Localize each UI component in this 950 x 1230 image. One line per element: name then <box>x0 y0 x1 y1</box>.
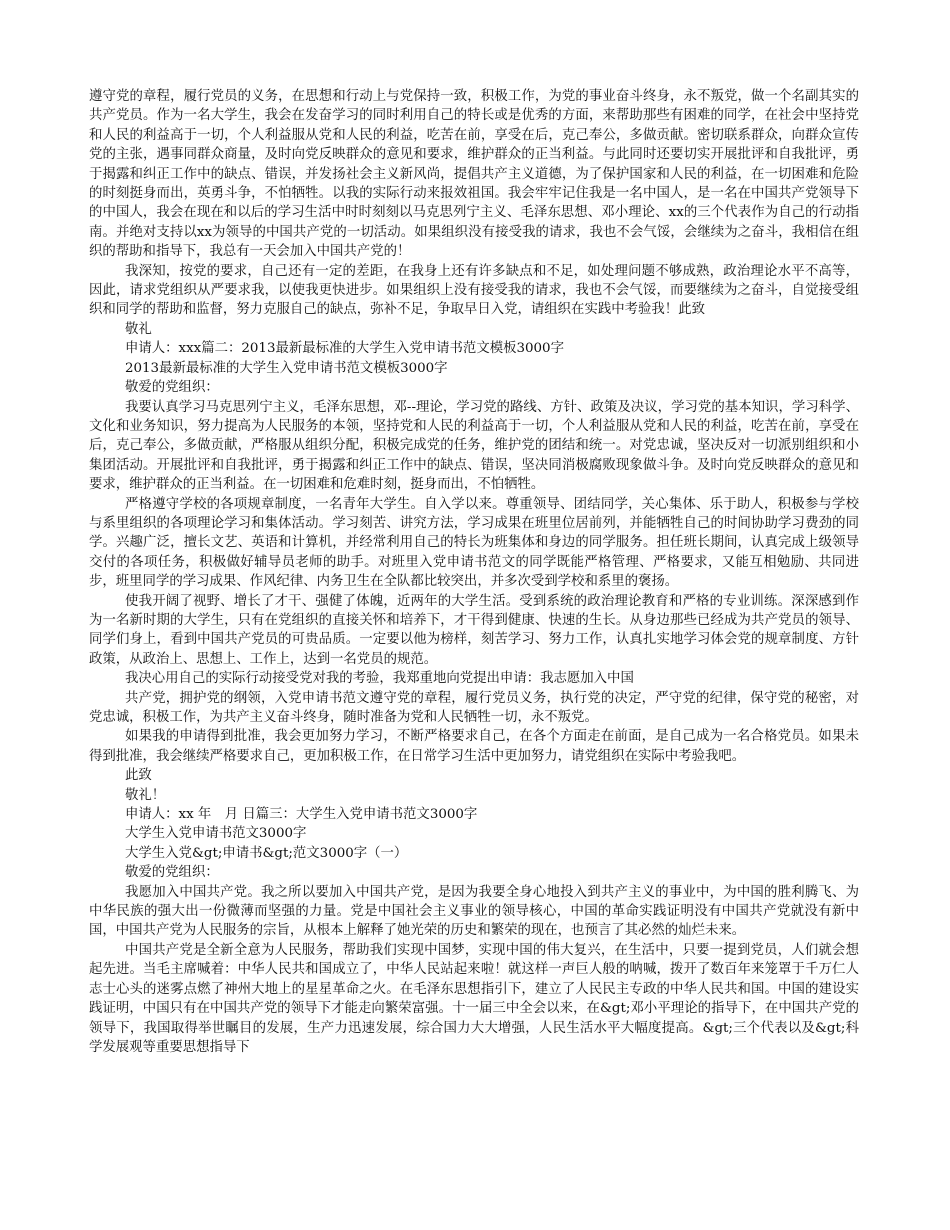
paragraph: 遵守党的章程，履行党员的义务，在思想和行动上与党保持一致，积极工作，为党的事业奋斗终身，永不叛党，做一个名副其实的共产党员。作为一名大学生，我会在发奋学习的同时利用自己的特长或是优秀的方面，来帮助那些有困难的同学，在社会中坚持党和人民的利益高于一切，个人利益服从党和人民的利益，吃苦在前，享受在后，克己奉公，多做贡献。密切联系群众，向群众宣传党的主张，遇事同群众商量，及时向党反映群众的意见和要求，维护群众的正当利益。与此同时还要切实开展批评和自我批评，勇于揭露和纠正工作中的缺点、错误，并发扬社会主义新风尚，提倡共产主义道德，为了保护国家和人民的利益，在一切困难和危险的时刻挺身而出，英勇斗争，不怕牺牲。以我的实际行动来报效祖国。我会牢牢记住我是一名中国人，是一名在中国共产党领导下的中国人，我会在现在和以后的学习生活中时时刻刻以马克思列宁主义、毛泽东思想、邓小理论、xx的三个代表作为自己的行动指南。并绝对支持以xx为领导的中国共产党的一切活动。如果组织没有接受我的请求，我也不会气馁，会继续为之奋斗，我相信在组织的帮助和指导下，我总有一天会加入中国共产党的！ <box>89 89 859 260</box>
paragraph: 申请人：xxx篇二：2013最新最标准的大学生入党申请书范文模板3000字 <box>125 341 564 357</box>
paragraph: 使我开阔了视野、增长了才干、强健了体魄，近两年的大学生活。受到系统的政治理论教育和严格的专业训练。深深感到作为一名新时期的大学生，只有在党组织的直接关怀和培养下，才干得到健康、快速的生长。从身边那些已经成为共产党员的领导、同学们身上，看到中国共产党员的可贵品质。一定要以他为榜样，刻苦学习、努力工作，认真扎实地学习体会党的规章制度、方针政策，从政治上、思想上、工作上，达到一名党员的规范。 <box>89 593 859 667</box>
paragraph: 我深知，按党的要求，自己还有一定的差距，在我身上还有许多缺点和不足，如处理问题不够成熟，政治理论水平不高等，因此，请求党组织从严要求我，以使我更快进步。如果组织上没有接受我的请求，我也不会气馁，而要继续为之奋斗，自觉接受组织和同学的帮助和监督，努力克服自己的缺点，弥补不足，争取早日入党，请组织在实践中考验我！此致 <box>89 263 859 318</box>
paragraph: 此致 <box>125 768 152 784</box>
paragraph: 敬礼！ <box>125 787 166 803</box>
paragraph: 我愿加入中国共产党。我之所以要加入中国共产党，是因为我要全身心地投入到共产主义的事业中，为中国的胜利腾飞、为中华民族的强大出一份微薄而坚强的力量。党是中国社会主义事业的领导核心，中国的革命实践证明没有中国共产党就没有新中国，中国共产党为人民服务的宗旨，从根本上解释了她光荣的历史和繁荣的现在，也预言了其必然的灿烂未来。 <box>89 884 859 939</box>
paragraph: 大学生入党申请书范文3000字 <box>125 826 307 842</box>
paragraph: 我决心用自己的实际行动接受党对我的考验，我郑重地向党提出申请：我志愿加入中国 <box>125 671 634 687</box>
paragraph: 申请人：xx 年 月 日篇三：大学生入党申请书范文3000字 <box>125 807 478 823</box>
paragraph: 敬爱的党组织： <box>125 865 219 881</box>
paragraph: 共产党，拥护党的纲领，入党申请书范文遵守党的章程，履行党员义务，执行党的决定，严守党的纪律，保守党的秘密，对党忠诚，积极工作，为共产主义奋斗终身，随时准备为党和人民牺牲一切，永不叛党。 <box>89 690 859 725</box>
document-body <box>89 87 859 1057</box>
paragraph: 敬爱的党组织： <box>125 380 219 396</box>
paragraph: 敬礼 <box>125 321 152 337</box>
paragraph: 大学生入党&gt;申请书&gt;范文3000字（一） <box>125 845 408 861</box>
paragraph: 严格遵守学校的各项规章制度，一名青年大学生。自入学以来。尊重领导、团结同学，关心集体、乐于助人，积极参与学校与系里组织的各项理论学习和集体活动。学习刻苦、讲究方法，学习成果在班里位居前列，并能牺牲自己的时间协助学习费劲的同学。兴趣广泛，擅长文艺、英语和计算机，并经常利用自己的特长为班集体和身边的同学服务。担任班长期间，认真完成上级领导交付的各项任务，积极做好辅导员老师的助手。对班里入党申请书范文的同学既能严格管理、严格要求，又能互相勉励、共同进步，班里同学的学习成果、作风纪律、内务卫生在全队都比较突出，并多次受到学校和系里的褒扬。 <box>89 496 859 590</box>
paragraph: 2013最新最标准的大学生入党申请书范文模板3000字 <box>125 360 448 376</box>
paragraph: 中国共产党是全新全意为人民服务，帮助我们实现中国梦，实现中国的伟大复兴，在生活中，只要一提到党员，人们就会想起先进。当毛主席喊着：中华人民共和国成立了，中华人民站起来啦！就这样一声巨人般的呐喊，拨开了数百年来笼罩于千万仁人志士心头的迷雾点燃了神州大地上的星星革命之火。在毛泽东思想指引下，建立了人民民主专政的中华人民共和国。中国的建设实践证明，中国只有在中国共产党的领导下才能走向繁荣富强。十一届三中全会以来，在&gt;邓小平理论的指导下，在中国共产党的领导下，我国取得举世瞩目的发展，生产力迅速发展，综合国力大大增强，人民生活水平大幅度提高。&gt;三个代表以及&gt;科学发展观等重要思想指导下 <box>89 942 859 1055</box>
paragraph: 我要认真学习马克思列宁主义，毛泽东思想，邓--理论，学习党的路线、方针、政策及决议，学习党的基本知识，学习科学、文化和业务知识，努力提高为人民服务的本领，坚持党和人民的利益高于一切，个人利益服从党和人民的利益，吃苦在前，享受在后，克己奉公，多做贡献，严格服从组织分配，积极完成党的任务，维护党的团结和统一。对党忠诚，坚决反对一切派别组织和小集团活动。开展批评和自我批评，勇于揭露和纠正工作中的缺点、错误，坚决同消极腐败现象做斗争。及时向党反映群众的意见和要求，维护群众的正当利益。在一切困难和危难时刻，挺身而出，不怕牺牲。 <box>89 399 859 493</box>
paragraph: 如果我的申请得到批准，我会更加努力学习，不断严格要求自己，在各个方面走在前面，是自己成为一名合格党员。如果未得到批准，我会继续严格要求自己，更加积极工作，在日常学习生活中更加努力，请党组织在实际中考验我吧。 <box>89 729 859 764</box>
